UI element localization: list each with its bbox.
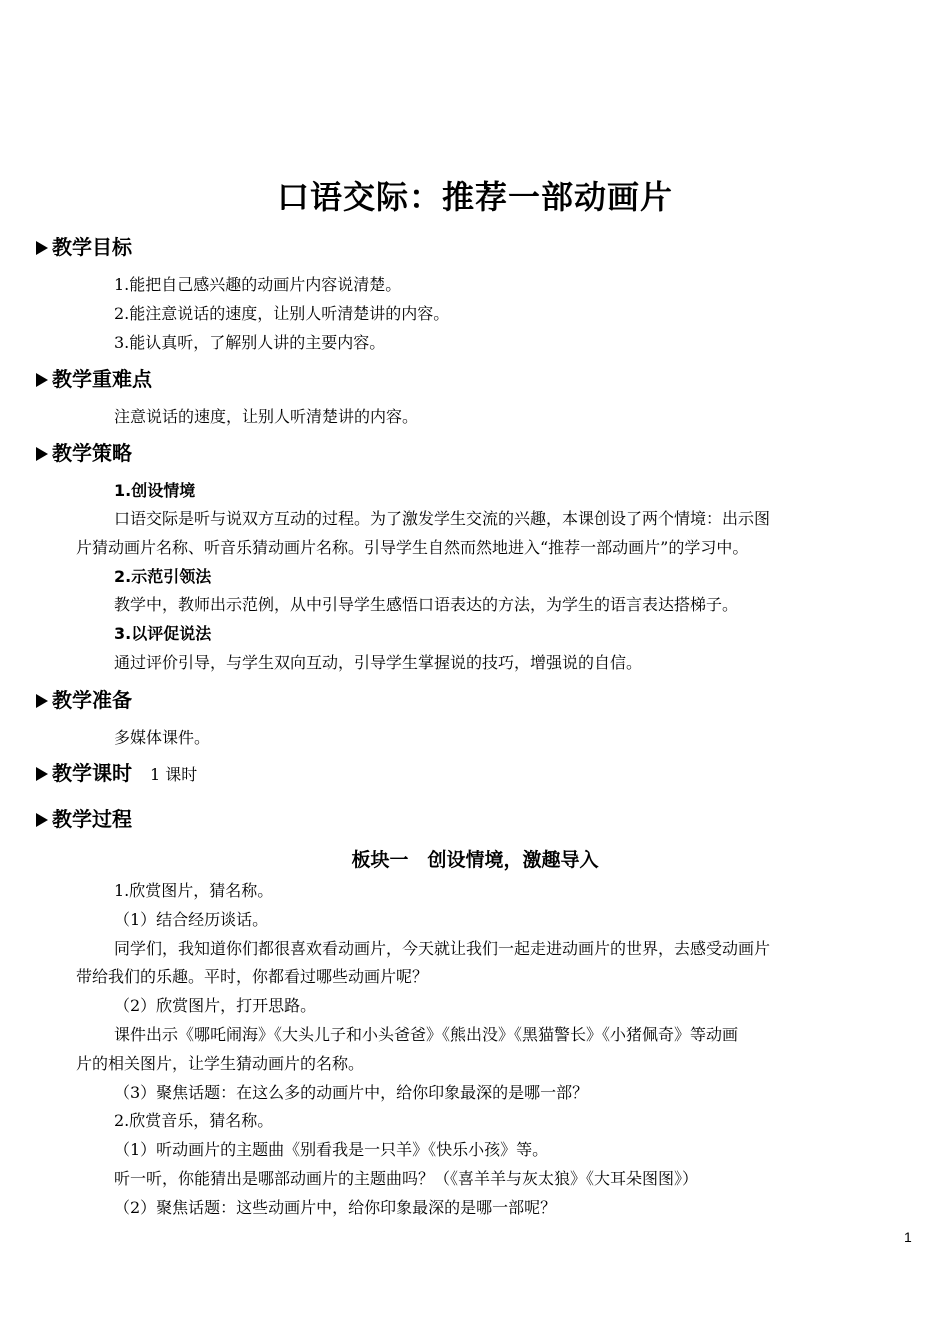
section-heading-preparation: 教学准备 bbox=[36, 685, 132, 715]
strategy-subheading: 1.创设情境 bbox=[114, 481, 196, 500]
section-heading-strategy: 教学策略 bbox=[36, 438, 132, 468]
process-line: （2）欣赏图片，打开思路。 bbox=[114, 996, 317, 1015]
triangle-bullet-icon bbox=[36, 241, 48, 255]
page-number: 1 bbox=[904, 1229, 912, 1245]
triangle-bullet-icon bbox=[36, 767, 48, 781]
strategy-subheading: 3.以评促说法 bbox=[114, 624, 212, 643]
goal-item: 1.能把自己感兴趣的动画片内容说清楚。 bbox=[114, 275, 402, 294]
strategy-text-line: 口语交际是听与说双方互动的过程。为了激发学生交流的兴趣，本课创设了两个情境：出示图 bbox=[114, 509, 771, 528]
triangle-bullet-icon bbox=[36, 447, 48, 461]
preparation-text: 多媒体课件。 bbox=[114, 728, 211, 747]
triangle-bullet-icon bbox=[36, 373, 48, 387]
section-heading-goals: 教学目标 bbox=[36, 232, 132, 262]
process-line: 听一听，你能猜出是哪部动画片的主题曲吗？（《喜羊羊与灰太狼》《大耳朵图图》） bbox=[114, 1169, 699, 1188]
process-line: 课件出示《哪吒闹海》《大头儿子和小头爸爸》《熊出没》《黑猫警长》《小猪佩奇》等动画 bbox=[114, 1025, 739, 1044]
hours-value: 1 课时 bbox=[150, 765, 198, 784]
process-line: 片的相关图片，让学生猜动画片的名称。 bbox=[76, 1054, 365, 1073]
triangle-bullet-icon bbox=[36, 694, 48, 708]
strategy-text-line: 通过评价引导，与学生双向互动，引导学生掌握说的技巧，增强说的自信。 bbox=[114, 653, 643, 672]
strategy-text-line: 片猜动画片名称、听音乐猜动画片名称。引导学生自然而然地进入“推荐一部动画片”的学习中。 bbox=[76, 538, 749, 557]
process-line: 2.欣赏音乐，猜名称。 bbox=[114, 1111, 274, 1130]
strategy-text-line: 教学中，教师出示范例，从中引导学生感悟口语表达的方法，为学生的语言表达搭梯子。 bbox=[114, 595, 739, 614]
process-line: 1.欣赏图片，猜名称。 bbox=[114, 881, 274, 900]
section-heading-hours: 教学课时 1 课时 bbox=[36, 758, 197, 788]
page-title: 口语交际：推荐一部动画片 bbox=[276, 178, 673, 216]
process-line: （1）结合经历谈话。 bbox=[114, 910, 269, 929]
key-points-text: 注意说话的速度，让别人听清楚讲的内容。 bbox=[114, 407, 419, 426]
strategy-subheading: 2.示范引领法 bbox=[114, 567, 212, 586]
process-line: （2）聚焦话题：这些动画片中，给你印象最深的是哪一部呢？ bbox=[114, 1198, 557, 1217]
goal-item: 3.能认真听，了解别人讲的主要内容。 bbox=[114, 333, 386, 352]
process-line: 同学们，我知道你们都很喜欢看动画片，今天就让我们一起走进动画片的世界，去感受动画片 bbox=[114, 939, 771, 958]
triangle-bullet-icon bbox=[36, 813, 48, 827]
section-heading-process: 教学过程 bbox=[36, 804, 132, 834]
process-line: （3）聚焦话题：在这么多的动画片中，给你印象最深的是哪一部？ bbox=[114, 1083, 589, 1102]
process-line: 带给我们的乐趣。平时，你都看过哪些动画片呢？ bbox=[76, 967, 429, 986]
process-line: （1）听动画片的主题曲《别看我是一只羊》《快乐小孩》等。 bbox=[114, 1140, 549, 1159]
goal-item: 2.能注意说话的速度，让别人听清楚讲的内容。 bbox=[114, 304, 450, 323]
block-title: 板块一 创设情境，激趣导入 bbox=[351, 849, 599, 871]
section-heading-key-points: 教学重难点 bbox=[36, 364, 152, 394]
